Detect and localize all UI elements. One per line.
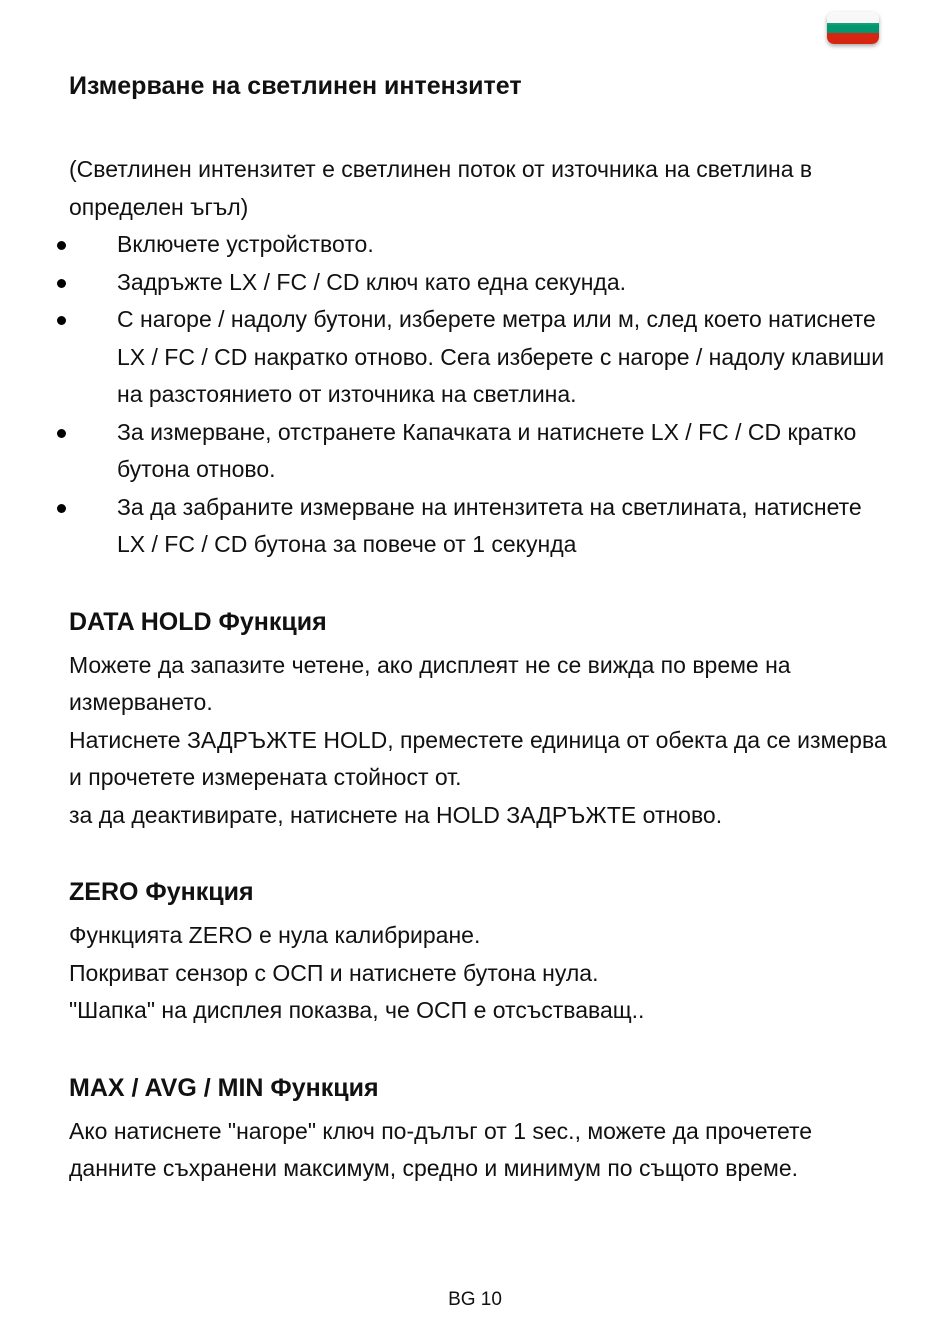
data-hold-section — [69, 602, 889, 835]
flag-band-red — [827, 33, 879, 44]
list-item: Задръжте LX / FC / CD ключ като една секунда. — [69, 264, 889, 302]
page-number: BG 10 — [448, 1289, 502, 1310]
data-hold-line: Можете да запазите четене, ако дисплеят не се вижда по време на измерването. — [69, 651, 791, 715]
list-item: За да забраните измерване на интензитета на светлината, натиснете LX / FC / CD бутона за повече от 1 секунда — [69, 489, 889, 564]
bullet-icon — [57, 316, 66, 325]
flag-band-green — [827, 23, 879, 34]
data-hold-line: за да деактивирате, натиснете на HOLD ЗАДРЪЖТЕ отново. — [69, 801, 723, 828]
zero-line: Покриват сензор с ОСП и натиснете бутона нула. — [69, 959, 599, 986]
intro-paragraph: (Светлинен интензитет е светлинен поток от източника на светлина в определен ъгъл) — [69, 156, 813, 220]
list-item: С нагоре / надолу бутони, изберете метра или м, след което натиснете LX / FC / CD накратко отново. Сега изберете с нагоре / надолу клавиши на разстоянието от източника на светлина. — [69, 301, 889, 414]
max-avg-min-line: Ако натиснете "нагоре" ключ по-дълъг от 1 sec., можете да прочетете данните съхранени максимум, средно и минимум по същото време. — [69, 1117, 813, 1181]
list-item: Включете устройството. — [69, 226, 889, 264]
zero-line: Функцията ZERO е нула калибриране. — [69, 922, 481, 948]
bullet-icon — [57, 504, 66, 513]
list-item: За измерване, отстранете Капачката и натиснете LX / FC / CD кратко бутона отново. — [69, 414, 889, 489]
data-hold-heading: DATA HOLD Функция — [69, 607, 327, 636]
max-avg-min-section — [69, 1068, 889, 1188]
flag-band-white — [827, 12, 879, 23]
instruction-list — [69, 226, 889, 564]
zero-section — [69, 872, 889, 1030]
max-avg-min-heading: MAX / AVG / MIN Функция — [69, 1073, 379, 1102]
zero-heading: ZERO Функция — [69, 878, 254, 906]
bullet-icon — [57, 241, 66, 250]
bullet-icon — [57, 429, 66, 438]
bullet-icon — [57, 279, 66, 288]
bulgarian-flag-icon — [827, 12, 879, 44]
data-hold-line: Натиснете ЗАДРЪЖТЕ HOLD, преместете единица от обекта да се измерва и прочетете измерената стойност от. — [69, 726, 887, 790]
page-title: Измерване на светлинен интензитет — [69, 72, 522, 100]
zero-line: "Шапка" на дисплея показва, че ОСП е отсъстваващ.. — [69, 997, 645, 1023]
document-page — [69, 66, 889, 1188]
